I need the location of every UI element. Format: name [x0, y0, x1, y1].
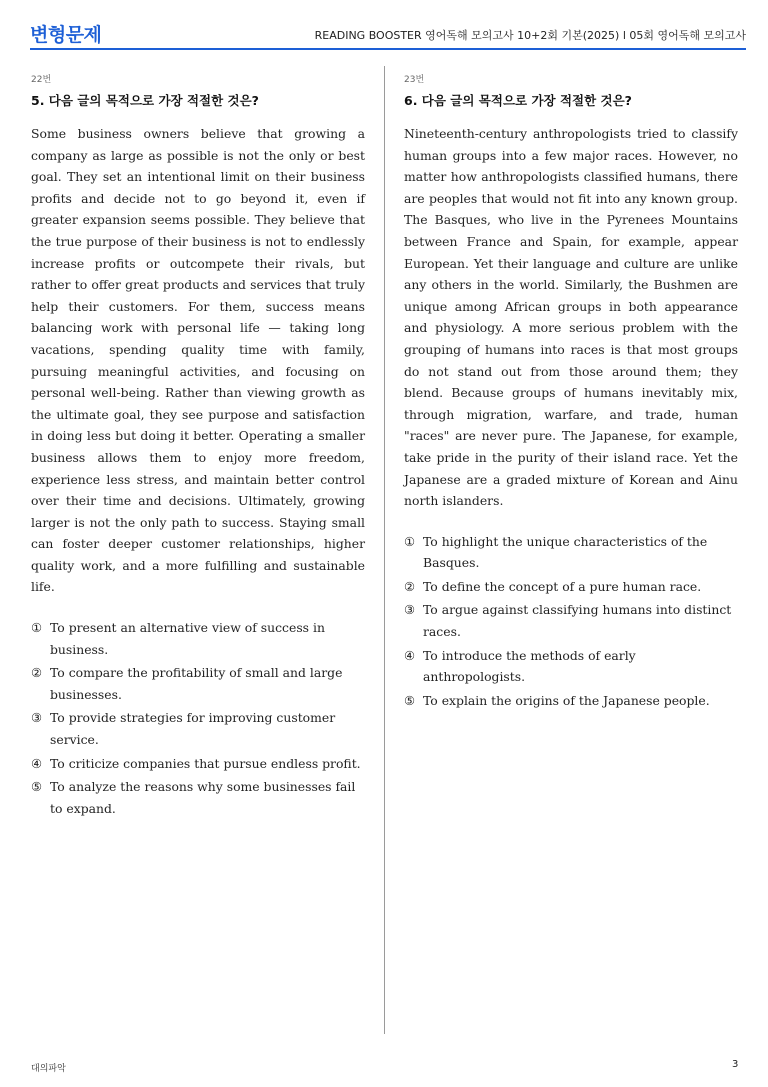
brand-label: 변형문제 — [30, 24, 102, 46]
answer-option[interactable] — [31, 776, 365, 819]
option-number: ④ — [404, 647, 416, 663]
option-text: To highlight the unique characteristics of the Basques. — [423, 533, 708, 571]
option-number: ④ — [31, 755, 43, 771]
answer-options — [31, 617, 365, 819]
option-number: ② — [404, 578, 416, 594]
question-source-number: 22번 — [31, 75, 52, 85]
question-title: 6. 다음 글의 목적으로 가장 적절한 것은? — [404, 93, 632, 108]
question-source-number: 23번 — [404, 75, 425, 85]
option-text: To introduce the methods of early anthropologists. — [423, 647, 636, 685]
footer-section-label: 대의파악 — [31, 1064, 66, 1074]
header-title: READING BOOSTER 영어독해 모의고사 10+2회 기본(2025) l 05회 영어독해 모의고사 — [314, 29, 746, 42]
question-title: 5. 다음 글의 목적으로 가장 적절한 것은? — [31, 93, 259, 108]
passage-text: Some business owners believe that growing a company as large as possible is not the only or best goal. They set an intentional limit on their business profits and decide not to go beyond it, even if greater expansion seems possible. They believe that the true purpose of their business is not to endlessly increase profits or outcompete their rivals, but rather to offer great products and services that truly help their customers. For them, success means balancing work with personal life — taking long vacations, spending quality time with family, pursuing meaningful activities, and focusing on personal well-being. Rather than viewing growth as the ultimate goal, they see purpose and satisfaction in doing less but doing it better. Operating a smaller business allows them to enjoy more freedom, experience less stress, and maintain better control over their time and decisions. Ultimately, growing larger is not the only path to success. Staying small can foster deeper customer relationships, higher quality work, and a more fulfilling and sustainable life. — [31, 126, 365, 595]
option-number: ③ — [404, 602, 416, 618]
answer-option[interactable] — [31, 707, 365, 750]
option-text: To define the concept of a pure human race. — [423, 578, 702, 594]
option-text: To criticize companies that pursue endless profit. — [50, 755, 361, 771]
answer-option[interactable] — [404, 645, 738, 688]
answer-option[interactable] — [31, 662, 365, 705]
option-text: To present an alternative view of success in business. — [50, 620, 325, 657]
header-rule — [30, 48, 746, 50]
question-6-column — [404, 72, 738, 713]
option-text: To provide strategies for improving customer service. — [50, 710, 336, 748]
option-number: ① — [31, 620, 43, 636]
page-header — [30, 20, 746, 49]
option-text: To analyze the reasons why some businesses fail to expand. — [50, 779, 356, 816]
passage-text: Nineteenth-century anthropologists tried to classify human groups into a few major races. However, no matter how anthropologists classified humans, there are peoples that would not fit into any known group. The Basques, who live in the Pyrenees Mountains between France and Spain, for example, appear European. Yet their language and culture are unlike any others in the world. Similarly, the Bushmen are unique among African groups in both appearance and physiology. A more serious problem with the grouping of humans into races is that most groups do not stand out from those around them; they blend. Because groups of humans inevitably mix, through migration, warfare, and trade, human "races" are never pure. The Japanese, for example, take pride in the purity of their island race. Yet the Japanese are a graded mixture of Korean and Ainu north islanders. — [404, 126, 738, 509]
page-number: 3 — [732, 1059, 739, 1070]
answer-option[interactable] — [404, 576, 738, 598]
question-5-column — [31, 72, 365, 821]
answer-option[interactable] — [404, 531, 738, 574]
answer-option[interactable] — [404, 599, 738, 642]
option-number: ⑤ — [404, 692, 416, 708]
option-number: ① — [404, 533, 416, 549]
answer-option[interactable] — [404, 690, 738, 712]
answer-option[interactable] — [31, 617, 365, 660]
option-text: To explain the origins of the Japanese people. — [423, 692, 710, 708]
option-text: To compare the profitability of small and large businesses. — [50, 665, 343, 702]
option-number: ③ — [31, 710, 43, 726]
option-number: ⑤ — [31, 779, 43, 795]
column-divider — [384, 66, 385, 1034]
answer-option[interactable] — [31, 753, 365, 775]
option-number: ② — [31, 665, 43, 681]
option-text: To argue against classifying humans into distinct races. — [423, 602, 732, 640]
answer-options — [404, 531, 738, 712]
